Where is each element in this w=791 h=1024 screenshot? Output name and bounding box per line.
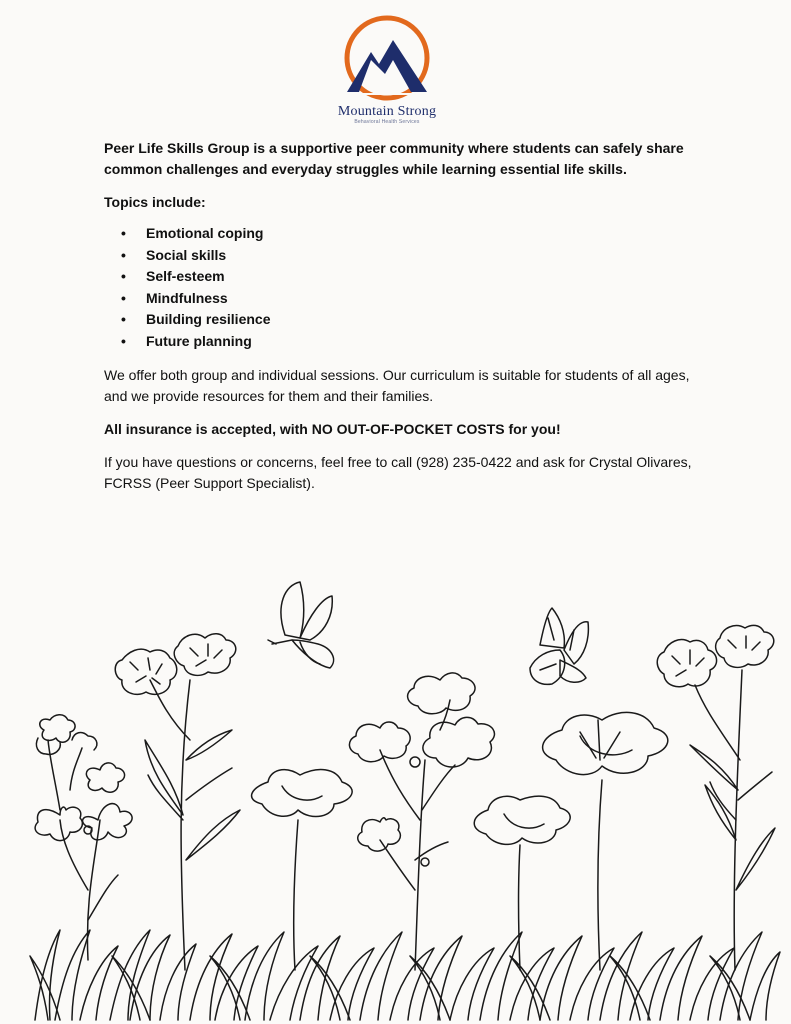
flower-meadow-illustration [0, 560, 791, 1024]
logo-name: Mountain Strong [337, 104, 437, 119]
topic-item: • Building resilience [104, 309, 704, 331]
carnation-flowers [115, 625, 774, 694]
topics-heading: Topics include: [104, 194, 206, 210]
topic-item: • Emotional coping [104, 223, 704, 245]
contact-paragraph: If you have questions or concerns, feel free to call (928) 235-0422 and ask for Crystal Olivares, FCRSS (Peer Support Specialist). [104, 453, 692, 491]
butterfly-left-icon [268, 582, 334, 668]
topic-item: • Self-esteem [104, 266, 704, 288]
topic-item: • Social skills [104, 245, 704, 267]
logo-subtitle: Behavioral Health Services [354, 119, 420, 125]
flower-stems [48, 670, 772, 970]
topics-list [104, 223, 704, 353]
cosmos-flowers [35, 673, 668, 851]
mountain-strong-logo [322, 14, 452, 132]
flyer-content [104, 138, 704, 506]
flower-buds [84, 757, 429, 866]
topic-item: • Future planning [104, 331, 704, 353]
topic-item: • Mindfulness [104, 288, 704, 310]
insurance-paragraph: All insurance is accepted, with NO OUT-OF-POCKET COSTS for you! [104, 420, 561, 437]
butterfly-right-icon [530, 608, 588, 684]
offer-paragraph: We offer both group and individual sessions. Our curriculum is suitable for students of all ages, and we provide resources for them and their families. [104, 366, 690, 404]
grass [30, 930, 780, 1020]
intro-paragraph: Peer Life Skills Group is a supportive peer community where students can safely share common challenges and everyday struggles while learning essential life skills. [104, 140, 684, 177]
mountain-logo-icon [341, 14, 433, 102]
leaves [88, 730, 775, 920]
